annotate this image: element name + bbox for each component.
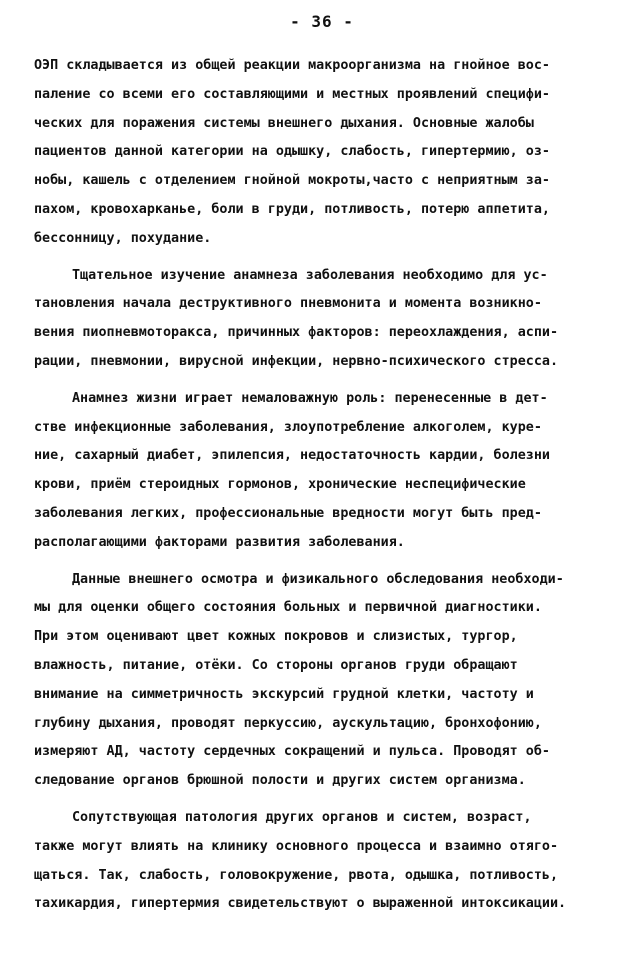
paragraph-disease-history [34,262,614,377]
text-line: ние, сахарный диабет, эпилепсия, недостаточность кардии, болезни [34,448,550,464]
text-line: измеряют АД, частоту сердечных сокращений и пульса. Проводят об- [34,744,550,760]
text-line: Анамнез жизни играет немаловажную роль: перенесенные в дет- [72,390,548,406]
text-line: пациентов данной категории на одышку, слабость, гипертермию, оз- [34,144,550,160]
text-line: тахикардия, гипертермия свидетельствуют о выраженной интоксикации. [34,896,567,912]
text-line: внимание на симметричность экскурсий грудной клетки, частоту и [34,686,534,702]
text-line: рации, пневмонии, вирусной инфекции, нервно-психического стресса. [34,353,559,369]
text-line: располагающими факторами развития заболевания. [34,534,405,550]
text-line: также могут влиять на клинику основного процесса и взаимно отяго- [34,838,559,854]
text-line: Тщательное изучение анамнеза заболевания необходимо для ус- [72,267,548,283]
text-line: Сопутствующая патология других органов и систем, возраст, [72,809,532,825]
paragraph-complaints [34,52,614,254]
text-line: щаться. Так, слабость, головокружение, рвота, одышка, потливость, [34,867,559,883]
text-line: глубину дыхания, проводят перкуссию, аускультацию, бронхофонию, [34,715,542,731]
text-line: тановления начала деструктивного пневмонита и момента возникно- [34,296,542,312]
text-line: нобы, кашель с отделением гнойной мокроты,часто с неприятным за- [34,173,550,189]
text-line: вения пиопневмоторакса, причинных факторов: переохлаждения, аспи- [34,325,559,341]
paragraph-examination [34,566,614,796]
text-line: ческих для поражения системы внешнего дыхания. Основные жалобы [34,115,534,131]
text-line: пахом, кровохарканье, боли в груди, потливость, потерю аппетита, [34,201,550,217]
page-number: - 36 - [290,12,354,31]
text-line: влажность, питание, отёки. Со стороны органов груди обращают [34,657,518,673]
text-line: бессонницу, похудание. [34,230,212,246]
text-line: мы для оценки общего состояния больных и первичной диагностики. [34,600,542,616]
paragraph-life-history [34,385,614,558]
body-text [34,52,614,927]
text-line: При этом оценивают цвет кожных покровов и слизистых, тургор, [34,629,518,645]
text-line: паление со всеми его составляющими и местных проявлений специфи- [34,86,550,102]
text-line: заболевания легких, профессиональные вредности могут быть пред- [34,505,542,521]
text-line: крови, приём стероидных гормонов, хронические неспецифические [34,477,526,493]
text-line: стве инфекционные заболевания, злоупотребление алкоголем, куре- [34,419,542,435]
paragraph-comorbidity [34,804,614,919]
text-line: следование органов брюшной полости и других систем организма. [34,773,526,789]
text-line: ОЭП складывается из общей реакции макроорганизма на гнойное вос- [34,58,550,73]
text-line: Данные внешнего осмотра и физикального обследования необходи- [72,571,564,587]
